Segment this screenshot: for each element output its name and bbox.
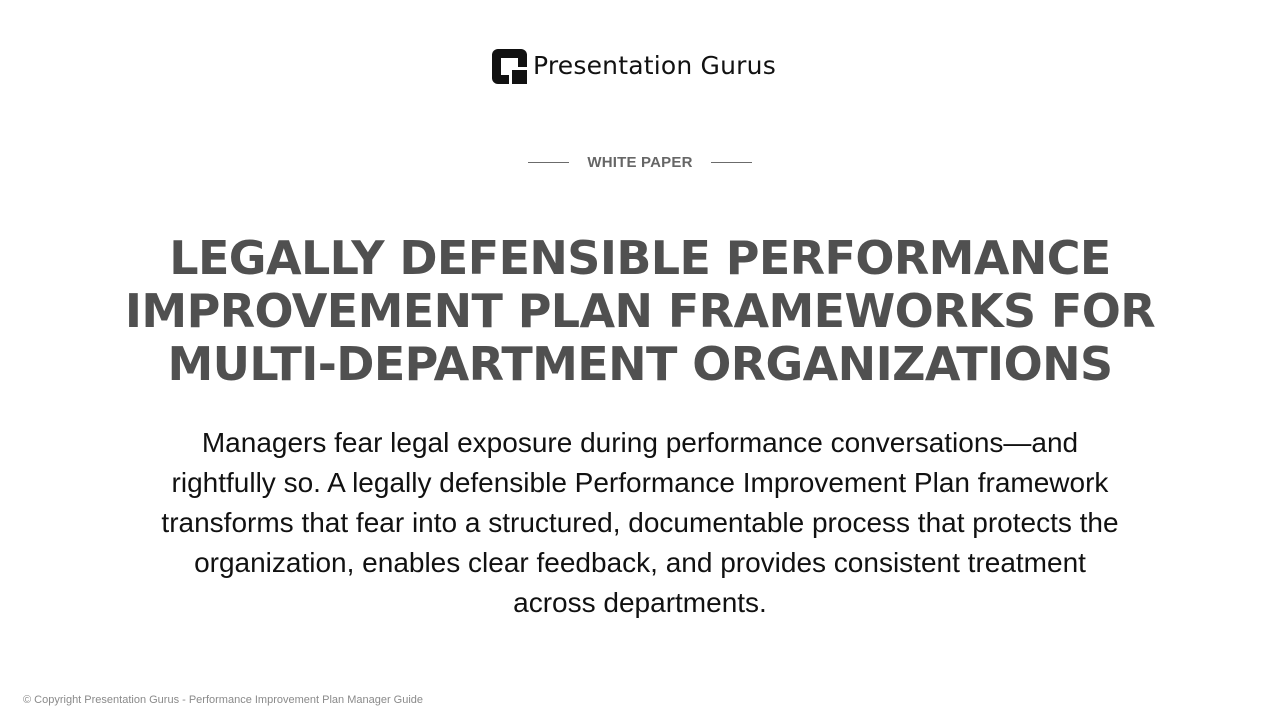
eyebrow-text: WHITE PAPER — [587, 153, 693, 171]
presentation-gurus-logo-icon — [492, 49, 527, 84]
brand-name: Presentation Gurus — [533, 51, 776, 80]
brand-logo — [492, 48, 776, 84]
document-type-label — [0, 151, 1280, 173]
document-title: LEGALLY DEFENSIBLE PERFORMANCE IMPROVEMENT PLAN FRAMEWORKS FOR MULTI-DEPARTMENT ORGANIZATIONS — [124, 231, 1156, 391]
right-divider — [711, 162, 752, 163]
copyright-footer: © Copyright Presentation Gurus - Performance Improvement Plan Manager Guide — [23, 694, 424, 706]
left-divider — [528, 162, 569, 163]
lead-paragraph: Managers fear legal exposure during performance conversations—and rightfully so. A legally defensible Performance Improvement Plan framework transforms that fear into a structured, documentable process that protects the organization, enables clear feedback, and provides consistent treatment across departments. — [161, 427, 1119, 618]
